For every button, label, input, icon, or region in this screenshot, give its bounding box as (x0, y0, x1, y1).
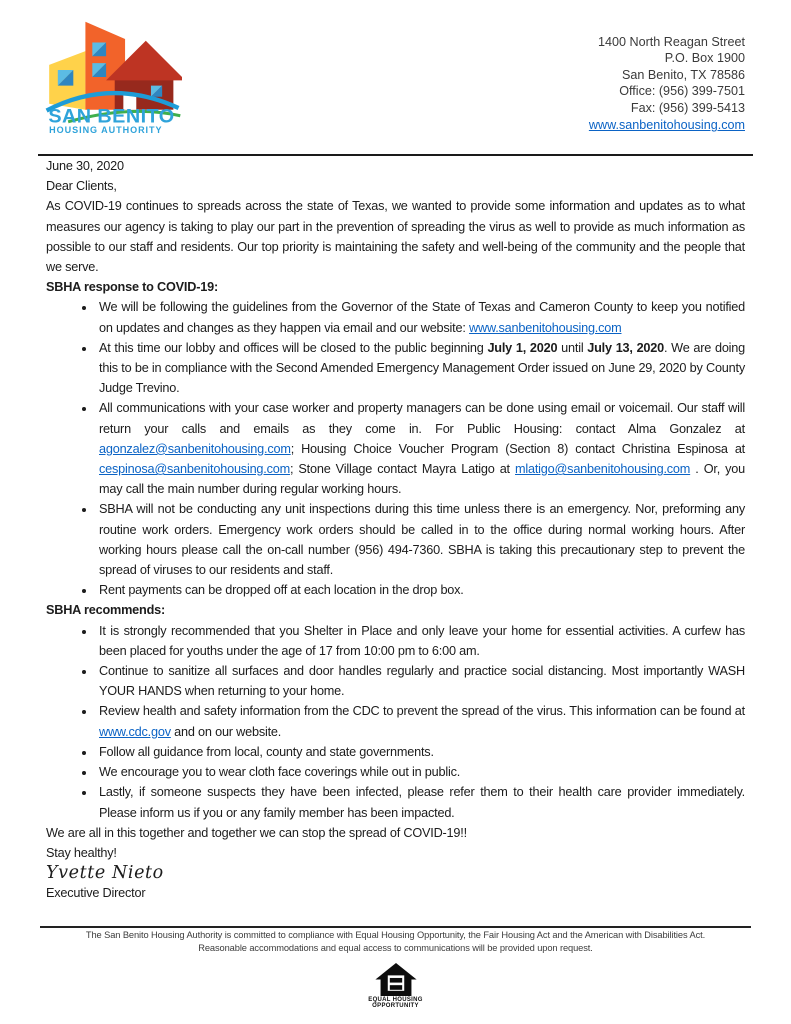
section-heading-response: SBHA response to COVID-19: (46, 280, 218, 295)
address-line: P.O. Box 1900 (664, 51, 745, 66)
address-line: Office: (956) 399-7501 (619, 84, 745, 99)
bullet-item (96, 621, 745, 661)
response-bullet-list (46, 297, 745, 600)
text-run: We encourage you to wear cloth face coverings while out in public. (99, 765, 461, 780)
recommends-bullet-list (46, 621, 745, 823)
letter-date: June 30, 2020 (46, 159, 124, 173)
page-footer (0, 926, 791, 1010)
closing-line: We are all in this together and together we can stop the spread of COVID-19!! (46, 825, 467, 840)
website-link[interactable]: www.sanbenitohousing.com (588, 118, 745, 133)
logo-subtitle: HOUSING AUTHORITY (49, 125, 163, 134)
address-line: 1400 North Reagan Street (597, 35, 745, 49)
sbha-logo (44, 13, 182, 139)
signature-title: Executive Director (46, 886, 146, 901)
bullet-item (96, 701, 745, 741)
equal-housing-label: OPPORTUNITY (372, 1003, 419, 1010)
equal-housing-logo (0, 962, 791, 1010)
text-run: All communications with your case worker and property managers can be done using email or voicemail. Our staff will return your calls and emails as they come in. For Public Housing: contact Alma Gonzalez at (99, 401, 745, 436)
text-run: Continue to sanitize all surfaces and door handles regularly and practice social distancing. Most importantly WASH YOUR HANDS when returning to your home. (99, 664, 745, 699)
inline-link[interactable]: cespinosa@sanbenitohousing.com (99, 462, 290, 477)
bullet-item (96, 499, 745, 580)
text-run: ; Stone Village contact Mayra Latigo at (289, 462, 515, 477)
inline-link[interactable]: mlatigo@sanbenitohousing.com (515, 462, 691, 477)
bullet-item (96, 742, 745, 762)
logo-wordmark: SAN BENITO (48, 105, 175, 128)
bullet-item (96, 762, 745, 782)
stay-healthy-line: Stay healthy! (46, 845, 117, 860)
bullet-item (96, 398, 745, 499)
text-run: It is strongly recommended that you Shelter in Place and only leave your home for essential activities. A curfew has been placed for youths under the age of 17 from 10:00 pm to 6:00 am. (99, 623, 745, 658)
text-run: Rent payments can be dropped off at each location in the drop box. (99, 583, 464, 598)
salutation: Dear Clients, (46, 179, 117, 194)
text-run: ; Housing Choice Voucher Program (Section 8) contact Christina Espinosa at (290, 441, 745, 456)
footer-divider (40, 926, 751, 928)
text-run: SBHA will not be conducting any unit inspections during this time unless there is an emergency. Nor, preforming any routine work orders. Emergency work orders should be called in to the office during normal working hours. After working hours please call the on-call number (956) 494-7360. SBHA is taking this precautionary step to prevent the spread of viruses to our residents and staff. (99, 502, 745, 578)
footer-compliance-line: Reasonable accommodations and equal access to communications will be provided upon request. (198, 943, 593, 954)
sbha-logo-graphic (44, 13, 182, 134)
address-line: San Benito, TX 78586 (622, 67, 745, 82)
signature: Yvette Nieto (46, 863, 164, 884)
address-block (589, 34, 745, 133)
text-run: At this time our lobby and offices will be closed to the public beginning (99, 340, 488, 355)
text-run: . We are doing this to be in compliance with the Second Amended Emergency Management Order issued on June 29, 2020 by County Judge Trevino. (99, 340, 746, 396)
text-run: We will be following the guidelines from the Governor of the State of Texas and Cameron County to keep you notified on updates and changes as they happen via email and our website: (99, 300, 745, 335)
letter-body (0, 156, 791, 904)
bullet-item (96, 782, 745, 822)
inline-link[interactable]: www.cdc.gov (99, 724, 171, 739)
bold-run: July 1, 2020 (487, 340, 558, 355)
equal-housing-label: EQUAL HOUSING (368, 996, 423, 1003)
text-run: Follow all guidance from local, county and state governments. (99, 744, 434, 759)
bullet-item (96, 580, 745, 600)
bold-run: July 13, 2020 (587, 340, 664, 355)
text-run: Review health and safety information from the CDC to prevent the spread of the virus. This information can be found at (99, 704, 745, 719)
inline-link[interactable]: www.sanbenitohousing.com (469, 320, 622, 335)
text-run: and on our website. (170, 724, 282, 739)
address-line: Fax: (956) 399-5413 (630, 100, 745, 115)
intro-paragraph: As COVID-19 continues to spreads across the state of Texas, we wanted to provide some information and updates as to what measures our agency is taking to play our part in the prevention of spreading the virus as well to provide as much information as possible to our staff and residents. Our top priority is maintaining the safety and well-being of the community and the people that we serve. (46, 199, 745, 275)
bullet-item (96, 297, 745, 337)
text-run: Lastly, if someone suspects they have been infected, please refer them to their health care provider immediately. Please inform us if you or any family member has been impacted. (99, 785, 745, 820)
bullet-item (96, 661, 745, 701)
footer-compliance-line: The San Benito Housing Authority is committed to compliance with Equal Housing Opportunity, the Fair Housing Act and the American with Disabilities Act. (85, 930, 706, 940)
letterhead (0, 0, 791, 139)
section-heading-recommends: SBHA recommends: (46, 603, 166, 618)
bullet-item (96, 338, 745, 399)
text-run: . Or, you may call the main number during regular working hours. (99, 462, 745, 497)
inline-link[interactable]: agonzalez@sanbenitohousing.com (99, 441, 291, 456)
text-run: until (557, 340, 588, 355)
equal-housing-house-icon (373, 962, 419, 997)
